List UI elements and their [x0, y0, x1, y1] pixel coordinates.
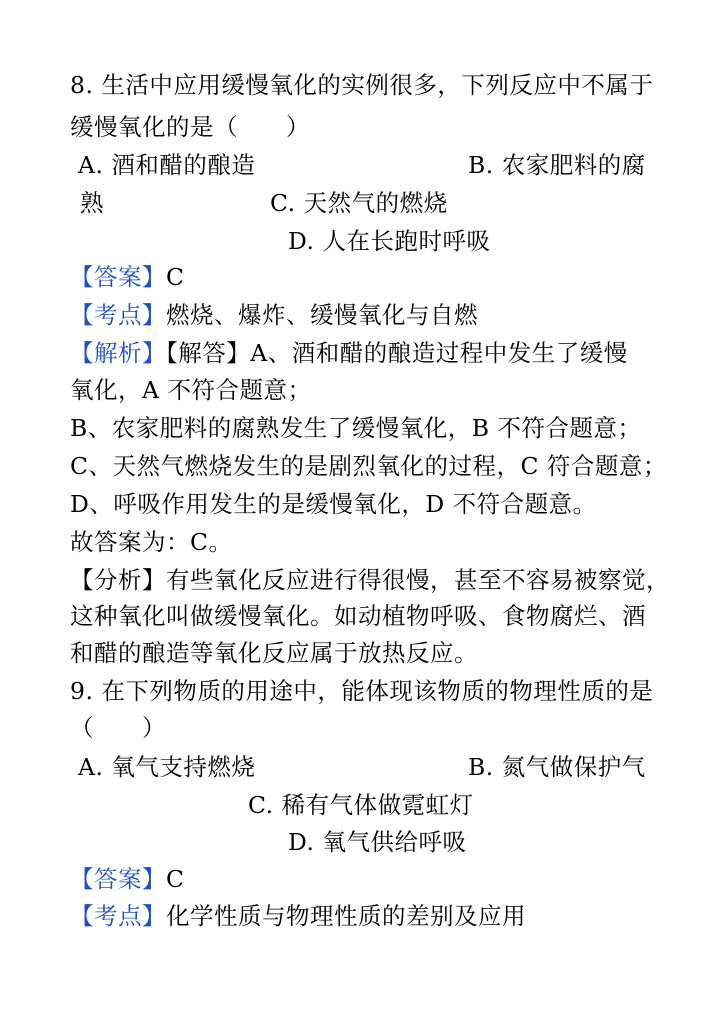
q8-option-b-cont: 熟 [80, 189, 104, 217]
q9-option-c: C. 稀有气体做霓虹灯 [248, 791, 474, 819]
q8-option-b: B. 农家肥料的腐 [468, 151, 646, 179]
answer-value: C [166, 865, 185, 893]
q8-option-d: D. 人在长跑时呼吸 [288, 227, 491, 255]
topic-tag: 【考点】 [70, 301, 166, 329]
answer-tag: 【答案】 [70, 263, 166, 291]
q8-stem-line2: 缓慢氧化的是（ ） [70, 113, 310, 141]
q8-fenxi-line3: 和醋的酿造等氧化反应属于放热反应。 [70, 639, 478, 667]
topic-value: 化学性质与物理性质的差别及应用 [166, 902, 526, 930]
answer-value: C [166, 263, 185, 291]
q8-analysis-line1 [70, 338, 628, 368]
q9-option-d: D. 氧气供给呼吸 [288, 828, 467, 856]
q9-option-a: A. 氧气支持燃烧 [78, 753, 256, 781]
analysis-tag: 【解析】 [70, 339, 166, 367]
q9-option-b: B. 氮气做保护气 [468, 753, 646, 781]
q8-analysis-line2: 氧化，A 不符合题意； [70, 376, 312, 404]
q8-fenxi-line1: 【分析】有些氧化反应进行得很慢，甚至不容易被察觉， [70, 566, 670, 594]
q8-option-c: C. 天然气的燃烧 [270, 189, 448, 217]
q8-analysis-line4: C、天然气燃烧发生的是剧烈氧化的过程，C 符合题意； [70, 452, 667, 480]
q9-answer [70, 864, 184, 894]
q8-topic [70, 300, 478, 330]
topic-value: 燃烧、爆炸、缓慢氧化与自燃 [166, 301, 478, 329]
q8-analysis-line6: 故答案为：C。 [70, 528, 233, 556]
q8-fenxi-line2: 这种氧化叫做缓慢氧化。如动植物呼吸、食物腐烂、酒 [70, 602, 646, 630]
analysis-text: 【解答】A、酒和醋的酿造过程中发生了缓慢 [166, 339, 628, 367]
answer-tag: 【答案】 [70, 865, 166, 893]
q8-option-a: A. 酒和醋的酿造 [78, 151, 256, 179]
q8-analysis-line5: D、呼吸作用发生的是缓慢氧化，D 不符合题意。 [70, 490, 597, 518]
topic-tag: 【考点】 [70, 902, 166, 930]
q9-stem-line2: （ ） [70, 714, 166, 742]
q8-answer [70, 262, 184, 292]
q8-stem-line1: 8. 生活中应用缓慢氧化的实例很多，下列反应中不属于 [70, 71, 654, 99]
q9-stem-line1: 9. 在下列物质的用途中，能体现该物质的物理性质的是 [70, 677, 654, 705]
q8-analysis-line3: B、农家肥料的腐熟发生了缓慢氧化，B 不符合题意； [70, 414, 642, 442]
q9-topic [70, 901, 526, 931]
